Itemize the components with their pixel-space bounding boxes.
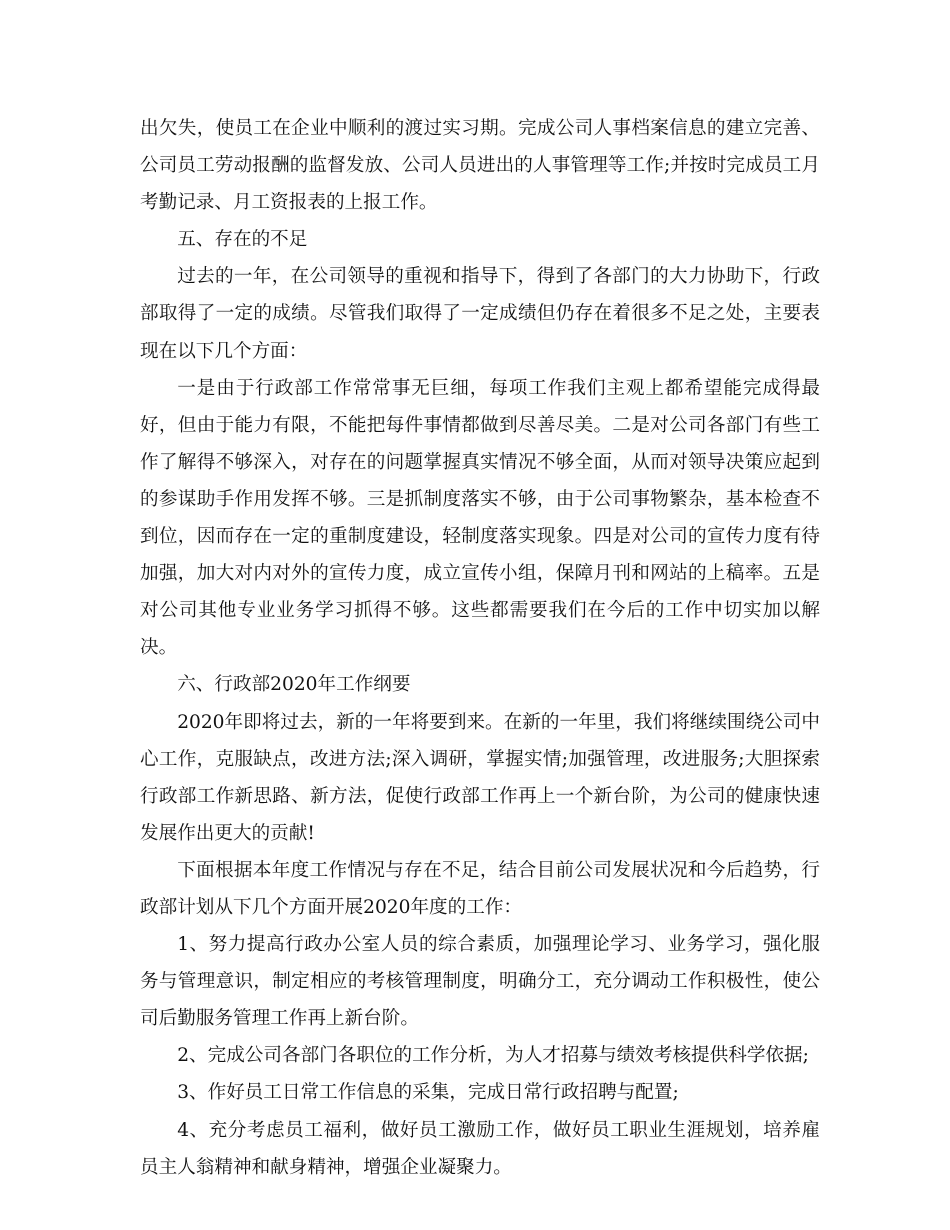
paragraph-past-year: 过去的一年，在公司领导的重视和指导下，得到了各部门的大力协助下，行政部取得了一定的成绩。尽管我们取得了一定成绩但仍存在着很多不足之处，主要表现在以下几个方面： [140, 266, 820, 362]
paragraph-new-year: 2020年即将过去，新的一年将要到来。在新的一年里，我们将继续围绕公司中心工作，克服缺点，改进方法;深入调研，掌握实情;加强管理，改进服务;大胆探索行政部工作新思路、新方法，促使行政部工作再上一个新台阶，为公司的健康快速发展作出更大的贡献! [140, 711, 820, 844]
paragraph-continuation: 出欠失，使员工在企业中顺利的渡过实习期。完成公司人事档案信息的建立完善、公司员工劳动报酬的监督发放、公司人员进出的人事管理等工作;并按时完成员工月考勤记录、月工资报表的上报工作。 [140, 118, 820, 214]
paragraph-shortcomings-list: 一是由于行政部工作常常事无巨细，每项工作我们主观上都希望能完成得最好，但由于能力有限，不能把每件事情都做到尽善尽美。二是对公司各部门有些工作了解得不够深入，对存在的问题掌握真实情况不够全面，从而对领导决策应起到的参谋助手作用发挥不够。三是抓制度落实不够，由于公司事物繁杂，基本检查不到位，因而存在一定的重制度建设，轻制度落实现象。四是对公司的宣传力度有待加强，加大对内对外的宣传力度，成立宣传小组，保障月刊和网站的上稿率。五是对公司其他专业业务学习抓得不够。这些都需要我们在今后的工作中切实加以解决。 [140, 377, 820, 659]
paragraph-plan-intro: 下面根据本年度工作情况与存在不足，结合目前公司发展状况和今后趋势，行政部计划从下几个方面开展2020年度的工作： [140, 859, 820, 918]
list-item-1: 1、努力提高行政办公室人员的综合素质，加强理论学习、业务学习，强化服务与管理意识，制定相应的考核管理制度，明确分工，充分调动工作积极性，使公司后勤服务管理工作再上新台阶。 [140, 934, 820, 1030]
list-item-3: 3、作好员工日常工作信息的采集，完成日常行政招聘与配置; [177, 1082, 679, 1104]
list-item-4: 4、充分考虑员工福利，做好员工激励工作，做好员工职业生涯规划，培养雇员主人翁精神和献身精神，增强企业凝聚力。 [140, 1119, 820, 1178]
list-item-2: 2、完成公司各部门各职位的工作分析，为人才招募与绩效考核提供科学依据; [177, 1045, 809, 1067]
section-heading-shortcomings: 五、存在的不足 [177, 229, 308, 251]
document-body [140, 110, 820, 1186]
section-heading-work-outline: 六、行政部2020年工作纲要 [177, 674, 411, 696]
